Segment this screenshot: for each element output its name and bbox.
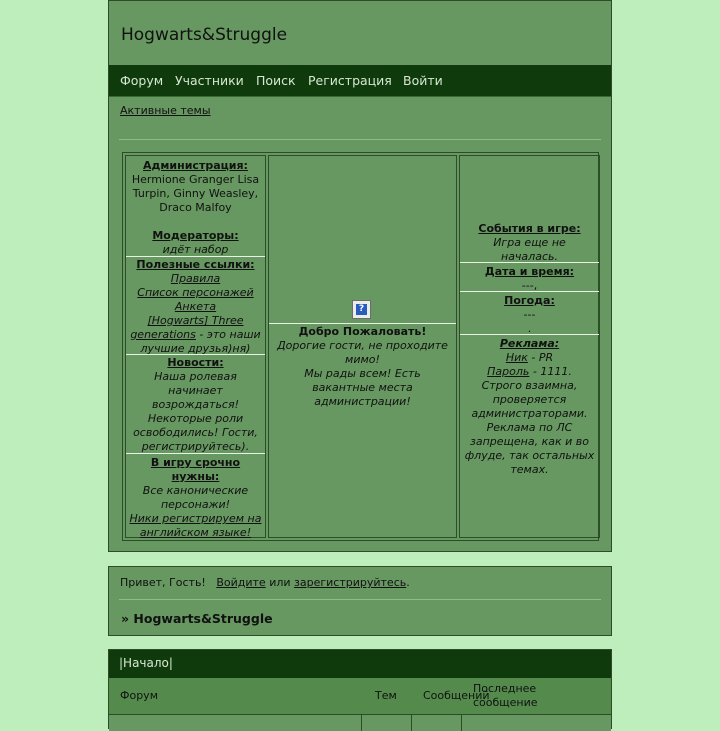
forum-section-header [109, 650, 611, 678]
ads-nick-label[interactable]: Ник [505, 351, 528, 364]
moderators-title: Модераторы: [152, 229, 239, 242]
table-row[interactable] [109, 714, 611, 731]
broken-image-icon: ? [352, 300, 371, 319]
active-topics-link[interactable]: Активные темы [120, 104, 211, 117]
admin-title: Администрация: [143, 159, 248, 172]
forum-section [108, 649, 612, 729]
divider [126, 256, 265, 257]
welcome-text-2: Мы рады всем! Есть вакантные места администрации! [304, 367, 421, 408]
divider [269, 323, 456, 324]
links-block [126, 258, 265, 356]
date-title: Дата и время: [484, 265, 575, 278]
ads-pass-label[interactable]: Пароль [487, 365, 530, 378]
nav-members[interactable]: Участники [175, 73, 244, 88]
header-panel [108, 0, 612, 552]
link-rules[interactable]: Правила [170, 272, 221, 285]
events-text: Игра еще не началась. [493, 236, 566, 263]
date-block [460, 265, 599, 293]
divider [126, 453, 265, 454]
divider [119, 139, 601, 140]
admin-block [126, 159, 265, 215]
admin-names: Hermione Granger Lisa Turpin, Ginny Weasley, Draco Malfoy [131, 173, 260, 214]
weather-text-2: . [527, 322, 532, 335]
weather-title: Погода: [504, 294, 555, 307]
col-forum: Форум [120, 689, 158, 702]
ads-block [460, 337, 599, 477]
weather-block [460, 294, 599, 336]
cell-divider [411, 715, 412, 731]
info-table [122, 152, 599, 541]
weather-text: --- [523, 308, 536, 321]
divider [126, 354, 265, 355]
col-posts: Сообщений [423, 689, 490, 702]
ads-title: Реклама: [499, 337, 560, 350]
moderators-text: идёт набор [162, 243, 229, 256]
ads-text: Строго взаимна, проверяется администраторами. Реклама по ЛС запрещена, как и во флуде, так остальных темах. [464, 379, 595, 476]
or-text: или [265, 576, 295, 589]
needed-link[interactable]: Ники регистрируем на английском языке! [129, 512, 262, 539]
main-navbar [109, 65, 611, 97]
cell-divider [461, 715, 462, 731]
needed-text: Все канонические персонажи! [142, 484, 249, 511]
divider [119, 599, 601, 600]
col-last-post: Последнее сообщение [473, 682, 538, 709]
welcome-title: Добро Пожаловать! [298, 325, 427, 338]
date-text: ---, [521, 279, 538, 292]
middle-column [268, 155, 457, 538]
divider [460, 262, 599, 263]
needed-block [126, 456, 265, 540]
col-topics: Тем [375, 689, 397, 702]
welcome-panel [108, 566, 612, 636]
welcome-block [269, 325, 456, 409]
news-title: Новости: [167, 356, 224, 369]
link-anketa[interactable]: Анкета [174, 300, 217, 313]
left-column [125, 155, 266, 538]
news-text: Наша ролевая начинает возрождаться! Некоторые роли освободились! Гости, регистрируйтесь). [133, 370, 258, 453]
ads-pass-value: - 1111. [529, 365, 572, 378]
forum-section-title[interactable]: |Начало| [119, 656, 173, 670]
divider [460, 291, 599, 292]
events-block [460, 222, 599, 264]
cell-divider [361, 715, 362, 731]
news-block [126, 356, 265, 454]
period: . [406, 576, 410, 589]
register-link[interactable]: зарегистрируйтесь [294, 576, 407, 589]
divider [460, 334, 599, 335]
moderators-block [126, 229, 265, 257]
welcome-text: Дорогие гости, не проходите мимо! [277, 339, 448, 366]
site-title: Hogwarts&Struggle [121, 25, 288, 45]
nav-register[interactable]: Регистрация [308, 73, 392, 88]
links-title: Полезные ссылки: [136, 258, 255, 271]
nav-search[interactable]: Поиск [256, 73, 296, 88]
right-column [459, 155, 600, 538]
events-title: События в игре: [478, 222, 581, 235]
nav-login[interactable]: Войти [403, 73, 443, 88]
greeting-line [120, 576, 410, 589]
ads-nick-value: - PR [527, 351, 554, 364]
link-partner[interactable]: [Hogwarts] Three generations [130, 314, 244, 341]
needed-title: В игру срочно нужны: [150, 456, 241, 483]
link-characters[interactable]: Список персонажей [137, 286, 254, 299]
greeting-text: Привет, Гость! [120, 576, 206, 589]
forum-column-headers [109, 678, 611, 714]
breadcrumb[interactable]: » Hogwarts&Struggle [121, 611, 273, 626]
nav-forum[interactable]: Форум [120, 73, 164, 88]
partner-note: - это наши лучшие друзья)ня) [140, 328, 261, 355]
login-link[interactable]: Войдите [216, 576, 266, 589]
